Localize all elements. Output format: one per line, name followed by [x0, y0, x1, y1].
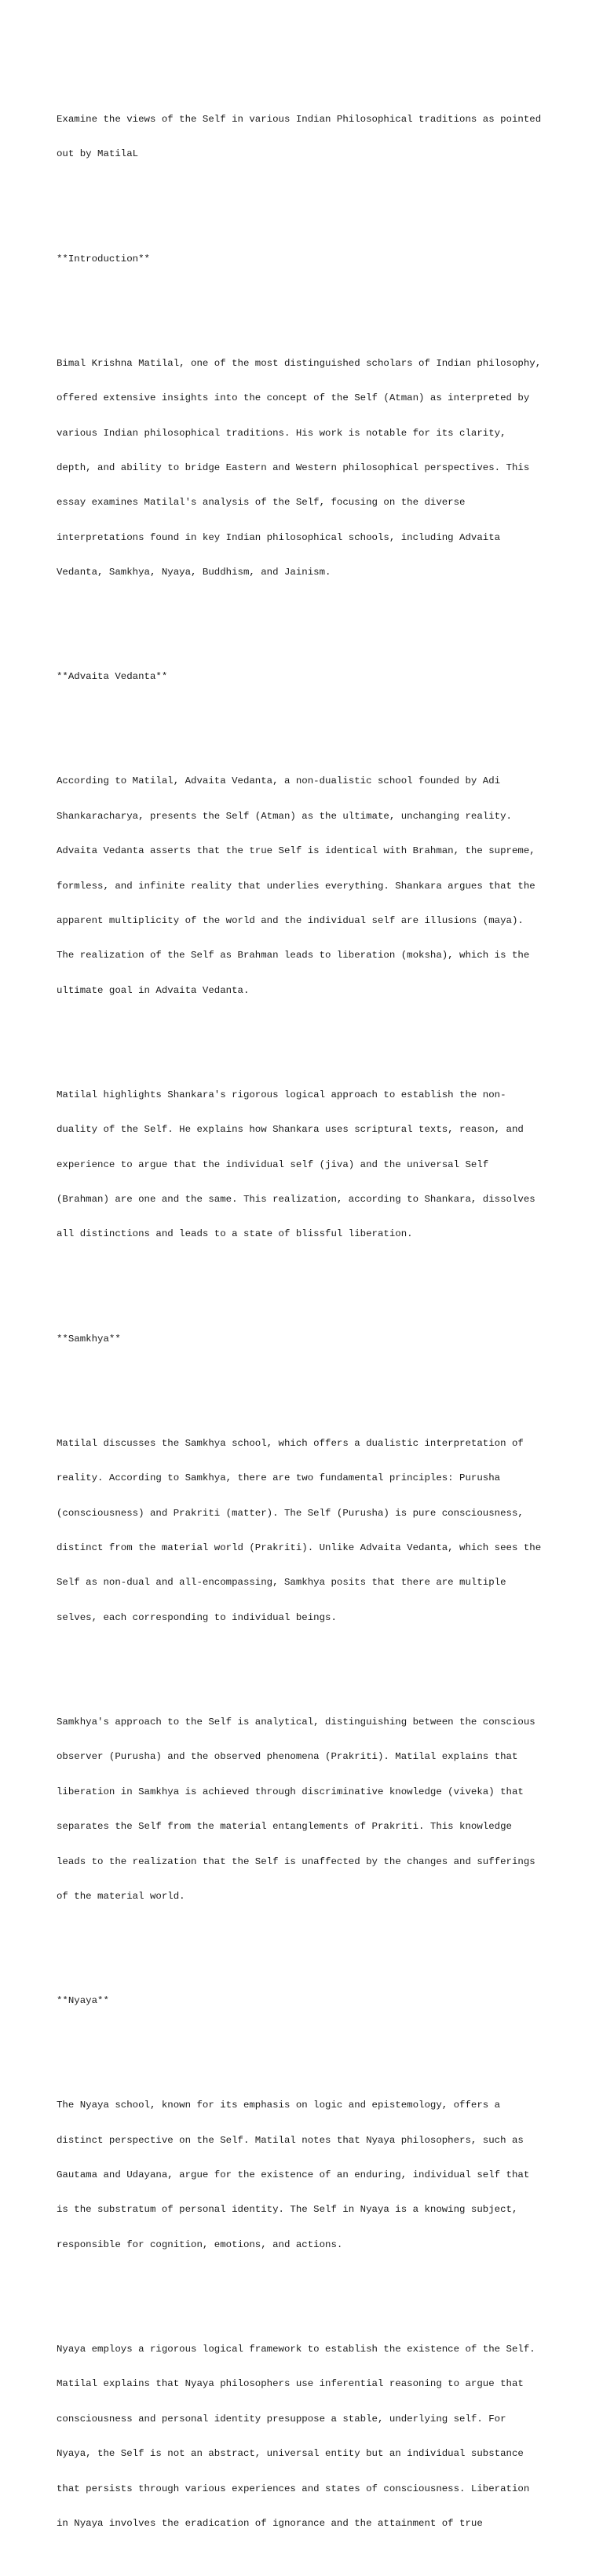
- paragraph-nyaya-2: [57, 2320, 575, 2552]
- text-line: Gautama and Udayana, argue for the existence of an enduring, individual self that: [57, 2169, 530, 2181]
- paragraph-nyaya-1: [57, 2077, 575, 2275]
- text-line: formless, and infinite reality that underlies everything. Shankara argues that the: [57, 880, 535, 892]
- paragraph-advaita-1: [57, 753, 575, 1020]
- text-line: The realization of the Self as Brahman leads to liberation (moksha), which is the: [57, 950, 530, 961]
- heading-introduction: [57, 230, 575, 288]
- paragraph-samkhya-2: [57, 1693, 575, 1925]
- text-line: essay examines Matilal's analysis of the Self, focusing on the diverse: [57, 497, 466, 509]
- text-line: ultimate goal in Advaita Vedanta.: [57, 984, 250, 996]
- text-line: experience to argue that the individual self (jiva) and the universal Self: [57, 1158, 489, 1170]
- text-line: According to Matilal, Advaita Vedanta, a non-dualistic school founded by Adi: [57, 775, 501, 787]
- text-line: Nyaya, the Self is not an abstract, universal entity but an individual substance: [57, 2448, 524, 2460]
- text-line: **Nyaya**: [57, 1995, 109, 2007]
- heading-advaita-vedanta: [57, 648, 575, 706]
- text-line: in Nyaya involves the eradication of ignorance and the attainment of true: [57, 2517, 483, 2529]
- heading-nyaya: [57, 1972, 575, 2030]
- paragraph-samkhya-1: [57, 1414, 575, 1647]
- text-line: distinct from the material world (Prakriti). Unlike Advaita Vedanta, which sees the: [57, 1542, 542, 1553]
- text-line: responsible for cognition, emotions, and actions.: [57, 2238, 343, 2250]
- text-line: Bimal Krishna Matilal, one of the most distinguished scholars of Indian philosophy,: [57, 357, 542, 369]
- text-line: observer (Purusha) and the observed phenomena (Prakriti). Matilal explains that: [57, 1751, 518, 1763]
- paragraph-introduction: [57, 334, 575, 601]
- text-line: The Nyaya school, known for its emphasis on logic and epistemology, offers a: [57, 2100, 501, 2111]
- text-line: apparent multiplicity of the world and the individual self are illusions (maya).: [57, 914, 524, 926]
- text-line: liberation in Samkhya is achieved through discriminative knowledge (viveka) that: [57, 1786, 524, 1797]
- text-line: consciousness and personal identity presuppose a stable, underlying self. For: [57, 2413, 506, 2425]
- text-line: is the substratum of personal identity. The Self in Nyaya is a knowing subject,: [57, 2204, 518, 2216]
- text-line: Self as non-dual and all-encompassing, Samkhya posits that there are multiple: [57, 1577, 506, 1589]
- text-line: **Introduction**: [57, 253, 150, 265]
- text-line: various Indian philosophical traditions. His work is notable for its clarity,: [57, 427, 506, 439]
- text-line: Shankaracharya, presents the Self (Atman) as the ultimate, unchanging reality.: [57, 810, 512, 822]
- text-line: (consciousness) and Prakriti (matter). The Self (Purusha) is pure consciousness,: [57, 1507, 524, 1519]
- text-line: offered extensive insights into the concept of the Self (Atman) as interpreted by: [57, 392, 530, 404]
- text-line: **Samkhya**: [57, 1333, 121, 1345]
- text-line: Matilal explains that Nyaya philosophers use inferential reasoning to argue that: [57, 2378, 524, 2390]
- text-line: selves, each corresponding to individual beings.: [57, 1611, 337, 1623]
- text-line: all distinctions and leads to a state of blissful liberation.: [57, 1228, 413, 1240]
- text-line: separates the Self from the material entanglements of Prakriti. This knowledge: [57, 1821, 512, 1833]
- text-line: that persists through various experiences and states of consciousness. Liberation: [57, 2483, 530, 2494]
- text-line: of the material world.: [57, 1890, 185, 1902]
- text-line: Vedanta, Samkhya, Nyaya, Buddhism, and Jainism.: [57, 567, 331, 578]
- text-line: Matilal highlights Shankara's rigorous logical approach to establish the non-: [57, 1089, 506, 1100]
- text-line: Matilal discusses the Samkhya school, which offers a dualistic interpretation of: [57, 1437, 524, 1449]
- text-line: (Brahman) are one and the same. This realization, according to Shankara, dissolves: [57, 1194, 535, 1206]
- document-page: [57, 56, 575, 2576]
- text-line: **Advaita Vedanta**: [57, 671, 168, 683]
- paragraph-advaita-2: [57, 1066, 575, 1264]
- text-line: distinct perspective on the Self. Matilal notes that Nyaya philosophers, such as: [57, 2134, 524, 2146]
- text-line: Samkhya's approach to the Self is analytical, distinguishing between the conscious: [57, 1716, 535, 1728]
- document-title: [57, 90, 575, 183]
- heading-samkhya: [57, 1310, 575, 1368]
- text-line: duality of the Self. He explains how Shankara uses scriptural texts, reason, and: [57, 1124, 524, 1136]
- text-line: Nyaya employs a rigorous logical framework to establish the existence of the Self.: [57, 2343, 535, 2355]
- text-line: Examine the views of the Self in various Indian Philosophical traditions as pointed: [57, 113, 542, 125]
- text-line: depth, and ability to bridge Eastern and Western philosophical perspectives. This: [57, 462, 530, 473]
- text-line: interpretations found in key Indian philosophical schools, including Advaita: [57, 531, 501, 543]
- text-line: leads to the realization that the Self is unaffected by the changes and sufferings: [57, 1855, 535, 1867]
- text-line: out by MatilaL: [57, 148, 139, 160]
- text-line: Advaita Vedanta asserts that the true Self is identical with Brahman, the supreme,: [57, 845, 535, 857]
- text-line: reality. According to Samkhya, there are two fundamental principles: Purusha: [57, 1472, 501, 1484]
